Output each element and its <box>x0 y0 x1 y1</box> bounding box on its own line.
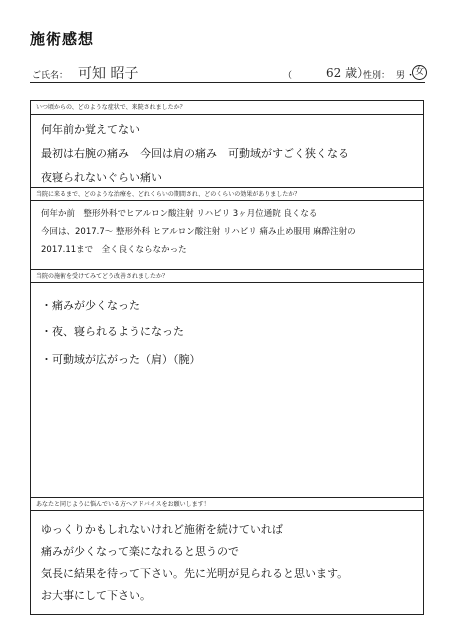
answer-4-line-1: ゆっくりかもしれないけれど施術を続けていれば <box>41 523 283 536</box>
question-4-header: あなたと同じように悩んでいる方へアドバイスをお願いします！ <box>31 497 423 511</box>
age-open-paren: （ <box>283 71 293 81</box>
answer-1-line-3: 夜寝られないぐらい痛い <box>41 171 162 184</box>
sex-label: 性別： <box>363 71 391 81</box>
answer-3-line-1: ・痛みが少くなった <box>41 299 140 312</box>
answer-2-line-1: 何年か前 整形外科でヒアルロン酸注射 リハビリ 3ヶ月位通院 良くなる <box>41 209 318 219</box>
patient-info-row <box>30 64 425 83</box>
survey-sheet <box>30 100 424 615</box>
sex-male: 男 <box>396 71 406 81</box>
sex-separator: ・ <box>406 71 416 81</box>
sex-female-circled: 女 <box>412 65 427 80</box>
form-title: 施術感想 <box>30 30 95 48</box>
answer-4-line-3: 気長に結果を待って下さい。先に光明が見られると思います。 <box>41 567 349 580</box>
answer-4-line-4: お大事にして下さい。 <box>41 589 151 602</box>
answer-1-line-1: 何年前か覚えてない <box>41 123 140 136</box>
name-label: ご氏名： <box>32 71 69 81</box>
question-2-header: 当院に来るまで、どのような治療を、どれくらいの期間され、どのくらいの効果がありましたか？ <box>31 187 423 201</box>
question-1-header: いつ頃からの、どのような症状で、来院されましたか？ <box>31 101 423 115</box>
patient-name: 可知 昭子 <box>78 66 139 82</box>
patient-age: 62 歳） <box>326 66 370 80</box>
answer-3-line-2: ・夜、寝られるようになった <box>41 325 184 338</box>
answer-4-line-2: 痛みが少くなって楽になれると思うので <box>41 545 239 558</box>
answer-1-line-2: 最初は右腕の痛み 今回は肩の痛み 可動域がすごく狭くなる <box>41 147 349 160</box>
answer-2-line-3: 2017.11まで 全く良くならなかった <box>41 245 187 255</box>
answer-3-line-3: ・可動域が広がった（肩）（腕） <box>41 353 201 366</box>
answer-2-line-2: 今回は、2017.7〜 整形外科 ヒアルロン酸注射 リハビリ 痛み止め服用 麻酔注射の <box>41 227 356 237</box>
question-3-header: 当院の施術を受けてみてどう改善されましたか？ <box>31 269 423 283</box>
